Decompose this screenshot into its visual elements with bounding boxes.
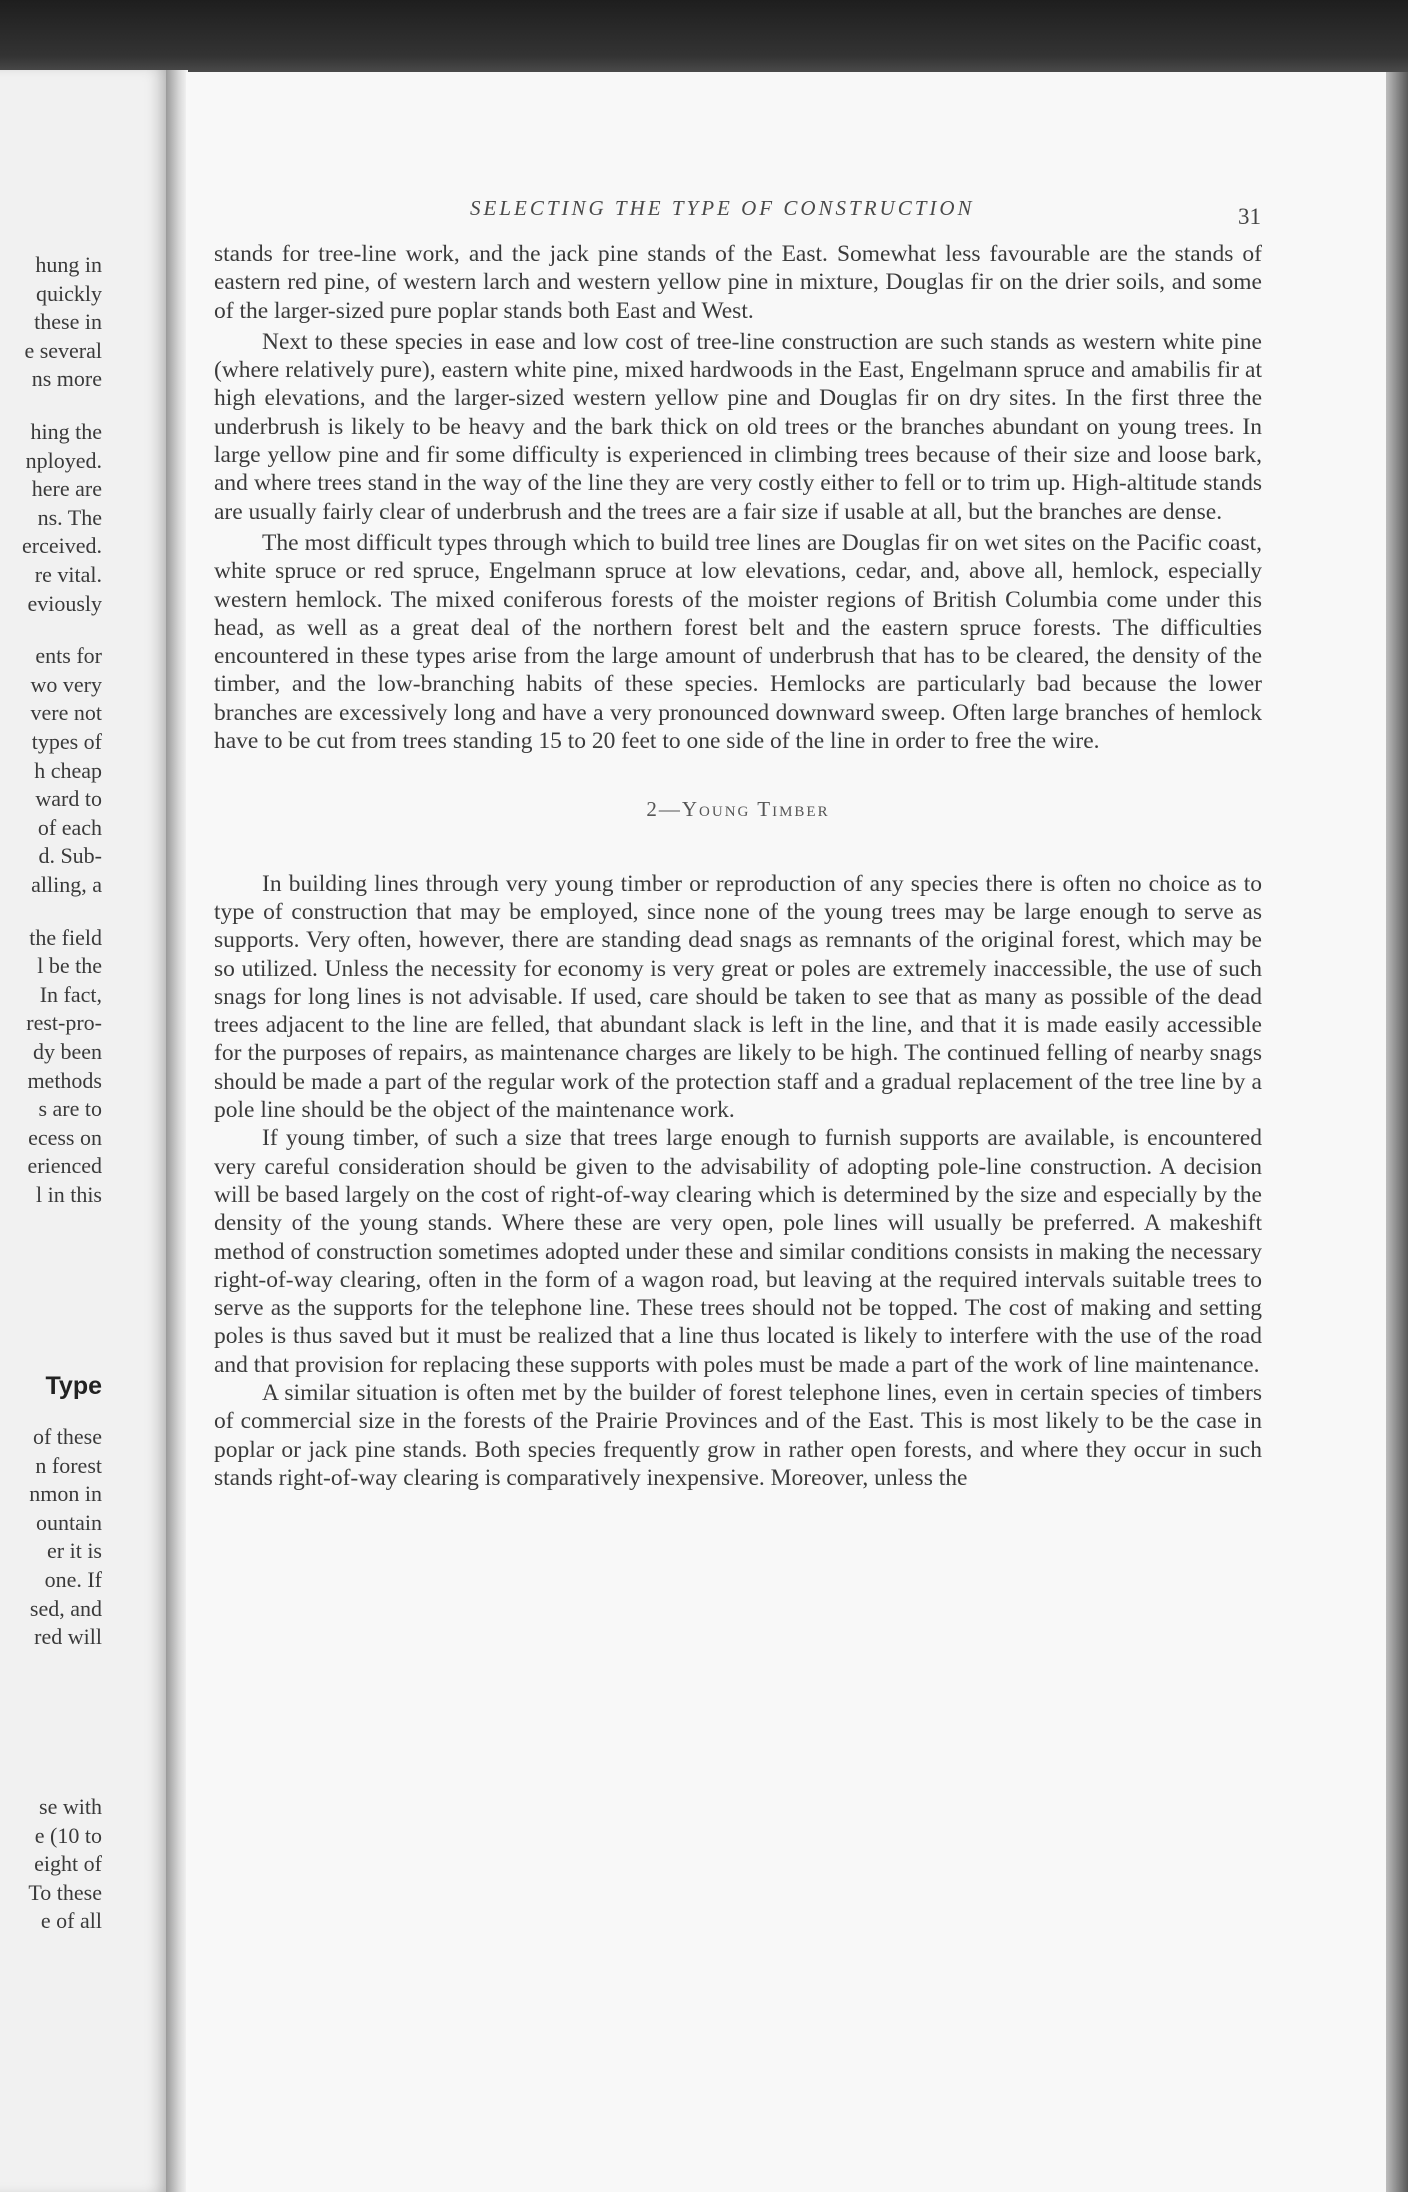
paragraph-6: A similar situation is often met by the builder of forest telephone lines, even in certain species of timbers of commercial size in the forests of the Prairie Provinces and of the East. This is most likely to be the case in poplar or jack pine stands. Both species frequently grow in rather open forests, and where they occur in such stands right-of-way clearing is comparatively inexpensive. Moreover, unless the (214, 1379, 1262, 1491)
left-page-line: nmon in (29, 1481, 102, 1507)
body-text (214, 240, 1262, 1492)
section-heading: 2—Young Timber (646, 797, 830, 822)
left-page-line: erceived. (22, 533, 102, 559)
left-page-line: e of all (40, 1908, 102, 1934)
left-page-line: ns more (31, 366, 102, 392)
paragraph-2: Next to these species in ease and low cost of tree-line construction are such stands as western white pine (where relatively pure), eastern white pine, mixed hardwoods in the East, Engelmann spruce and amabilis fir at high elevations, and the larger-sized western yellow pine and Douglas fir on dry sites. In the first three the underbrush is likely to be heavy and the bark thick on old trees or the branches abundant on young trees. In large yellow pine and fir some difficulty is experienced in climbing trees because of their size and loose bark, and where trees stand in the way of the line they are very costly either to fell or to trim up. High-altitude stands are usually fairly clear of underbrush and the trees are a fair size if usable at all, but the branches are dense. (214, 328, 1262, 525)
left-page-line: of these (32, 1424, 102, 1449)
left-page-line: dy been (32, 1039, 102, 1064)
left-page-line: re vital. (34, 562, 102, 587)
left-page-line: eight of (34, 1851, 102, 1877)
left-page-line: wo very (30, 671, 102, 697)
left-page-line: nployed. (25, 447, 102, 473)
left-page-line: l in this (35, 1182, 102, 1207)
left-page-line: rest-pro- (26, 1010, 102, 1036)
left-page-line: quickly (36, 280, 102, 306)
left-page-line: here are (31, 476, 102, 502)
left-page-line: To these (28, 1879, 102, 1905)
left-page-line: l be the (37, 953, 102, 979)
left-page-line: ward to (35, 786, 102, 812)
scan-background (0, 0, 1408, 80)
paragraph-5: If young timber, of such a size that trees large enough to furnish supports are available, is encountered very careful consideration should be given to the advisability of adopting pole-line construction. A decision will be based largely on the cost of right-of-way clearing which is determined by the size and especially by the density of the young stands. Where these are very open, pole lines will usually be preferred. A makeshift method of construction sometimes adopted under these and similar conditions consists in making the necessary right-of-way clearing, often in the form of a wagon road, but leaving at the required intervals suitable trees to serve as the supports for the telephone line. These trees should not be topped. The cost of making and setting poles is thus saved but it must be realized that a line thus located is likely to interfere with the use of the road and that provision for replacing these supports with poles must be made a part of the work of line maintenance. (214, 1125, 1262, 1378)
page-number: 31 (1238, 204, 1261, 229)
running-head: SELECTING THE TYPE OF CONSTRUCTION (470, 196, 975, 220)
paragraph-1: stands for tree-line work, and the jack pine stands of the East. Somewhat less favourable are the stands of eastern red pine, of western larch and western yellow pine in mixture, Douglas fir on the drier soils, and some of the larger-sized pure poplar stands both East and West. (214, 241, 1262, 324)
left-page-line: vere not (30, 700, 102, 726)
left-page-line: In fact, (39, 981, 102, 1007)
paragraph-3: The most difficult types through which to build tree lines are Douglas fir on wet sites on the Pacific coast, white spruce or red spruce, Engelmann spruce at low elevations, cedar, and, above all, hemlock, especially western hemlock. The mixed coniferous forests of the moister regions of British Columbia come under this head, as well as a great deal of the northern forest belt and the eastern spruce forests. The difficulties encountered in these types arise from the large amount of underbrush that has to be cleared, the density of the timber, and the low-branching habits of these species. Hemlocks are particularly bad because the lower branches are excessively long and have a very pronounced downward sweep. Often large branches of hemlock have to be cut from trees standing 15 to 20 feet to one side of the line in order to free the wire. (214, 529, 1262, 755)
left-page-line: e (10 to (34, 1822, 102, 1848)
left-page-line: sed, and (29, 1595, 102, 1621)
left-page-fragment (0, 70, 168, 2192)
left-page-line: er it is (47, 1538, 102, 1564)
left-page-line: se with (39, 1794, 102, 1819)
left-page-line: ecess on (28, 1124, 102, 1150)
left-page-line: erienced (27, 1153, 102, 1179)
left-page-line: s are to (38, 1096, 102, 1122)
left-page-line: alling, a (31, 872, 102, 897)
left-page-line: the field (29, 924, 102, 950)
left-page-line: red will (34, 1624, 102, 1650)
left-page-line: e several (24, 337, 102, 363)
left-page-line: ns. The (37, 504, 102, 530)
left-page-line: d. Sub- (38, 843, 102, 869)
left-page-line: ountain (36, 1509, 102, 1535)
left-page-line: eviously (27, 590, 102, 616)
left-page-heading: Type (45, 1372, 102, 1400)
left-page-line: one. If (44, 1567, 102, 1592)
left-page-line: hing the (30, 419, 102, 444)
left-page-line: hung in (35, 252, 102, 277)
left-page-line: n forest (35, 1452, 102, 1478)
page-edge-shadow (1386, 72, 1408, 2192)
paragraph-4: In building lines through very young timber or reproduction of any species there is often no choice as to type of construction that may be employed, since none of the young trees may be large enough to serve as supports. Very often, however, there are standing dead snags as remnants of the original forest, which may be so utilized. Unless the necessity for economy is very great or poles are extremely inaccessible, the use of such snags for long lines is not advisable. If used, care should be taken to see that as many as possible of the dead trees adjacent to the line are felled, that abundant slack is left in the line, and that it is made easily accessible for the purposes of repairs, as maintenance charges are likely to be high. The continued felling of nearby snags should be made a part of the regular work of the protection staff and a gradual replacement of the tree line by a pole line should be the object of the maintenance work. (214, 870, 1262, 1124)
left-page-line: h cheap (34, 757, 102, 783)
book-gutter (166, 70, 188, 2192)
left-page-line: of each (37, 814, 102, 840)
left-page-line: types of (31, 729, 102, 754)
left-page-line: these in (34, 309, 102, 335)
left-page-line: ents for (35, 643, 102, 669)
left-page-line: methods (27, 1067, 102, 1093)
